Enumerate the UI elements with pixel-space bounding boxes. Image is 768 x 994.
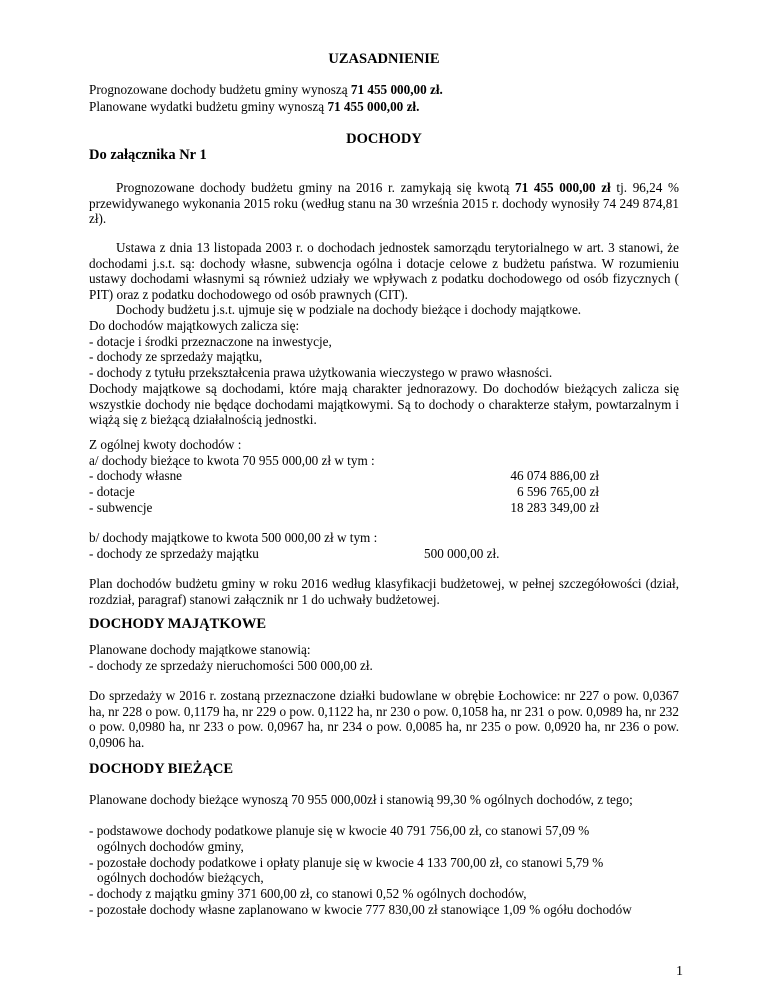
paragraph-forecast-continuation: tj. 96,24 % przewidywanego wykonania 2015 roku (według stanu na 30 września 2015 r. dochody wynosiły 74 249 874,81 zł). xyxy=(89,180,680,227)
capital-income-item: - dotacje i środki przeznaczone na inwestycje, xyxy=(89,334,332,349)
summary-row-label: - subwencje xyxy=(89,500,153,515)
summary-row-value: 18 283 349,00 zł xyxy=(510,500,599,515)
summary-row-label: - dochody własne xyxy=(89,468,183,483)
biezace-item-continuation: ogólnych dochodów gminy, xyxy=(97,839,244,854)
paragraph-plan: Plan dochodów budżetu gminy w roku 2016 według klasyfikacji budżetowej, w pełnej szczegółowości (dział, rozdział, paragraf) stanowi załącznik nr 1 do uchwały budżetowej. xyxy=(89,576,679,607)
summary-row-label: - dotacje xyxy=(89,484,135,499)
biezace-item: - pozostałe dochody podatkowe i opłaty planuje się w kwocie 4 133 700,00 zł, co stanowi 5,79 % xyxy=(89,855,604,870)
biezace-intro: Planowane dochody bieżące wynoszą 70 955 000,00zł i stanowią 99,30 % ogólnych dochodów, z tego; xyxy=(89,792,633,807)
paragraph-law: Ustawa z dnia 13 listopada 2003 r. o dochodach jednostek samorządu terytorialnego w art. 3 stanowi, że dochodami j.s.t. są: dochody własne, subwencja ogólna i dotacje celowe z budżetu państwa. W rozumieniu ustawy dochodami własnymi są również udziały we wpływach z podatku dochodowego od osób fizycznych ( PIT) oraz z podatku dochodowego od osób prawnych (CIT). xyxy=(89,240,679,302)
intro-expense-amount: 71 455 000,00 zł. xyxy=(327,99,420,114)
capital-income-item: - dochody ze sprzedaży majątku, xyxy=(89,349,263,364)
paragraph-forecast xyxy=(89,180,679,227)
page-number: 1 xyxy=(676,964,683,979)
section-heading-biezace: DOCHODY BIEŻĄCE xyxy=(89,761,234,777)
intro-income-line xyxy=(89,82,679,98)
majatkowe-line: Planowane dochody majątkowe stanowią: xyxy=(89,642,311,657)
biezace-item-continuation: ogólnych dochodów bieżących, xyxy=(97,870,264,885)
summary-row-value: 500 000,00 zł. xyxy=(424,546,500,561)
intro-income-amount: 71 455 000,00 zł. xyxy=(350,82,443,97)
biezace-item: - dochody z majątku gminy 371 600,00 zł, co stanowi 0,52 % ogólnych dochodów, xyxy=(89,886,527,901)
summary-row xyxy=(89,484,679,500)
paragraph-split: Dochody budżetu j.s.t. ujmuje się w podziale na dochody bieżące i dochody majątkowe. xyxy=(116,302,582,317)
summary-row xyxy=(89,546,679,562)
biezace-item: - podstawowe dochody podatkowe planuje się w kwocie 40 791 756,00 zł, co stanowi 57,09 % xyxy=(89,823,590,838)
intro-income-text: Prognozowane dochody budżetu gminy wynoszą xyxy=(89,82,351,97)
paragraph-forecast-text: Prognozowane dochody budżetu gminy na 2016 r. zamykają się kwotą xyxy=(116,180,515,195)
majatkowe-line: - dochody ze sprzedaży nieruchomości 500 000,00 zł. xyxy=(89,658,373,673)
summary-row xyxy=(89,468,679,484)
intro-expense-text: Planowane wydatki budżetu gminy wynoszą xyxy=(89,99,328,114)
summary-row-label: - dochody ze sprzedaży majątku xyxy=(89,546,259,561)
summary-current-heading: a/ dochody bieżące to kwota 70 955 000,00 zł w tym : xyxy=(89,453,375,468)
summary-capital-heading: b/ dochody majątkowe to kwota 500 000,00 zł w tym : xyxy=(89,530,378,545)
paragraph-definitions: Dochody majątkowe są dochodami, które mają charakter jednorazowy. Do dochodów bieżących zalicza się wszystkie dochody nie będące dochodami majątkowymi. Są to dochody o charakterze stałym, powtarzalnym i wiążą się z bieżącą działalnością jednostki. xyxy=(89,381,679,428)
capital-income-list-heading: Do dochodów majątkowych zalicza się: xyxy=(89,318,300,333)
paragraph-forecast-amount: 71 455 000,00 zł xyxy=(515,180,611,195)
summary-row-value: 6 596 765,00 zł xyxy=(516,484,599,499)
summary-row-value: 46 074 886,00 zł xyxy=(510,468,599,483)
biezace-item: - pozostałe dochody własne zaplanowano w kwocie 777 830,00 zł stanowiące 1,09 % ogółu dochodów xyxy=(89,902,632,917)
capital-income-item: - dochody z tytułu przekształcenia prawa użytkowania wieczystego w prawo własności. xyxy=(89,365,553,380)
section-heading-dochody: DOCHODY xyxy=(346,131,422,147)
paragraph-plots-sale: Do sprzedaży w 2016 r. zostaną przeznaczone działki budowlane w obrębie Łochowice: nr 227 o pow. 0,0367 ha, nr 228 o pow. 0,1179 ha, nr 229 o pow. 0,1122 ha, nr 230 o pow. 0,1058 ha, nr 231 o pow. 0,0989 ha, nr 232 o pow. 0,0980 ha, nr 233 o pow. 0,0967 ha, nr 234 o pow. 0,0085 ha, nr 235 o pow. 0,0920 ha, nr 236 o pow. 0,0906 ha. xyxy=(89,688,679,750)
document-title: UZASADNIENIE xyxy=(328,51,440,67)
summary-row xyxy=(89,500,679,516)
section-heading-majatkowe: DOCHODY MAJĄTKOWE xyxy=(89,616,267,632)
summary-intro: Z ogólnej kwoty dochodów : xyxy=(89,437,242,452)
annex-heading: Do załącznika Nr 1 xyxy=(89,147,207,163)
intro-expense-line xyxy=(89,99,679,115)
